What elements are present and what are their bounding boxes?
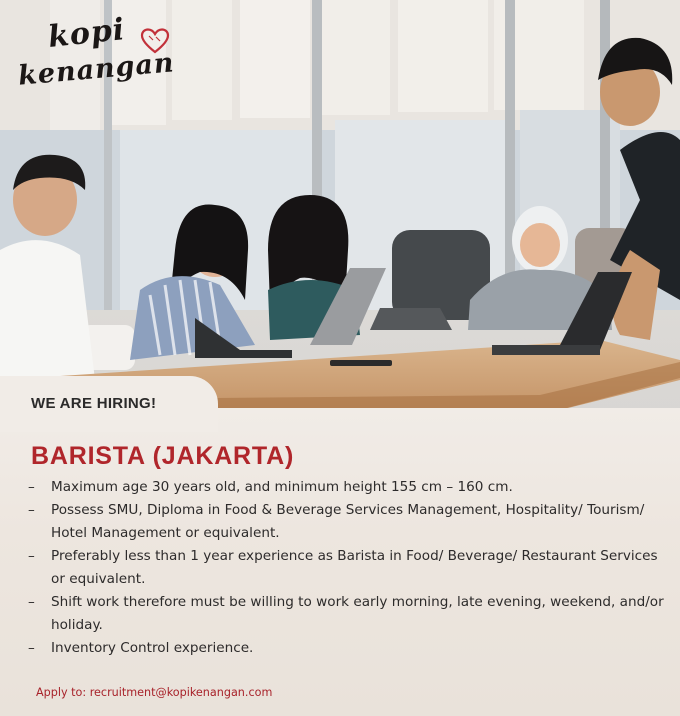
bullet-dash: – [28, 502, 35, 518]
bullet-dash: – [28, 479, 35, 495]
heart-icon [140, 28, 170, 54]
logo-text-kenangan: kenangan [16, 47, 176, 92]
apply-contact[interactable]: Apply to: recruitment@kopikenangan.com [36, 686, 273, 699]
list-item [26, 545, 671, 591]
job-title: BARISTA (JAKARTA) [31, 442, 295, 470]
requirements-list [26, 476, 671, 660]
bullet-dash: – [28, 548, 35, 564]
bullet-dash: – [28, 640, 35, 656]
list-item [26, 499, 671, 545]
requirement-text: Preferably less than 1 year experience as Barista in Food/ Beverage/ Restaurant Services or equivalent. [51, 548, 658, 587]
list-item [26, 637, 671, 660]
requirement-text: Inventory Control experience. [51, 640, 254, 656]
list-item [26, 591, 671, 637]
logo-text-kopi: kopi [46, 12, 127, 55]
requirement-text: Maximum age 30 years old, and minimum height 155 cm – 160 cm. [51, 479, 513, 495]
requirement-text: Shift work therefore must be willing to work early morning, late evening, weekend, and/or holiday. [51, 594, 664, 633]
bullet-dash: – [28, 594, 35, 610]
hiring-label: WE ARE HIRING! [31, 395, 157, 412]
list-item [26, 476, 671, 499]
brand-logo [16, 12, 176, 92]
requirement-text: Possess SMU, Diploma in Food & Beverage Services Management, Hospitality/ Tourism/ Hotel Management or equivalent. [51, 502, 645, 541]
